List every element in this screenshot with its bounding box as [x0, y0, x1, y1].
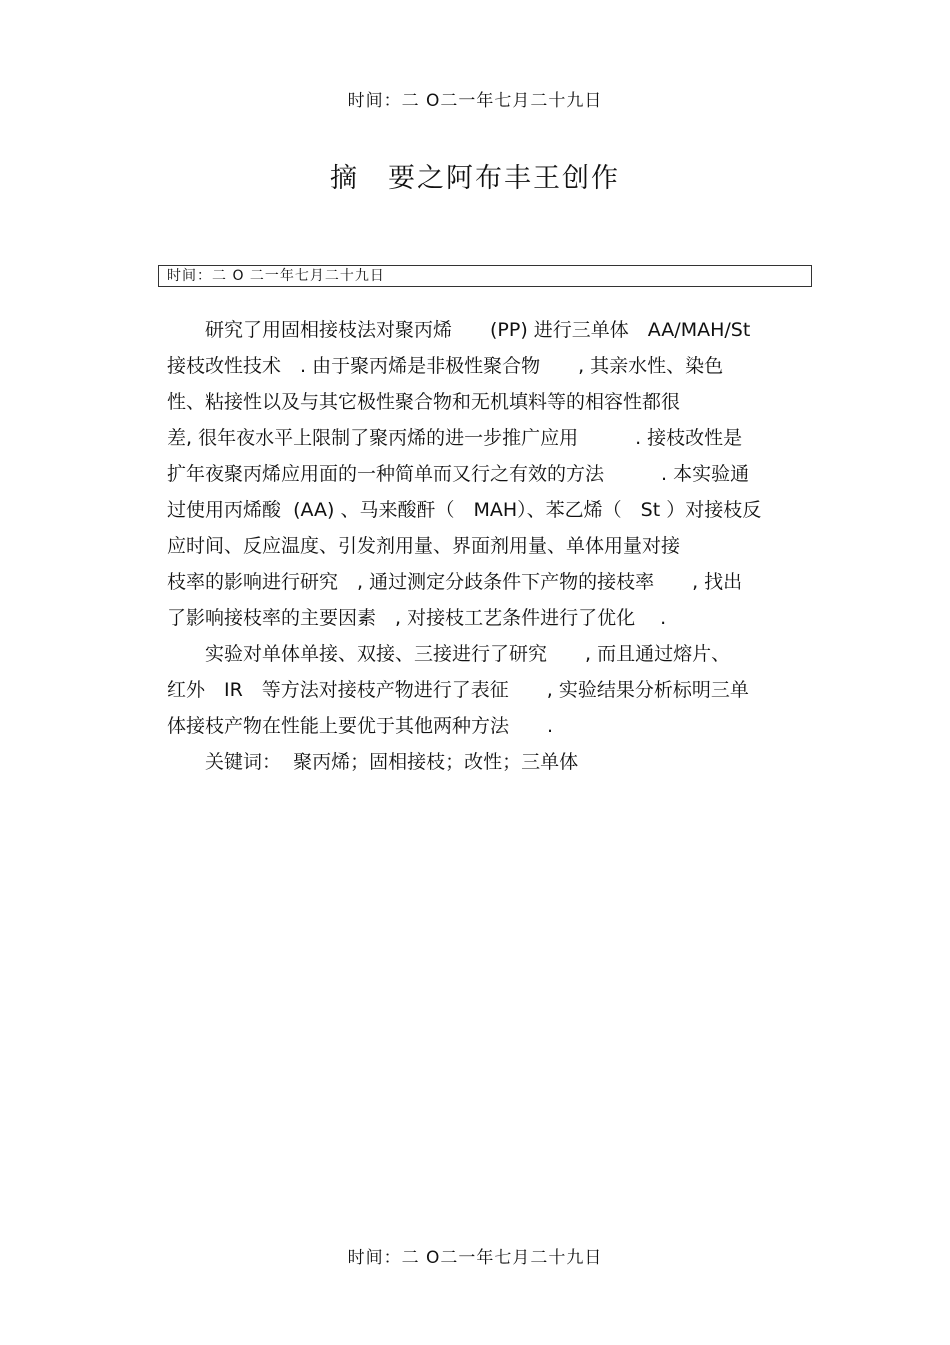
abstract-line: 扩年夜聚丙烯应用面的一种简单而又行之有效的方法 . 本实验通	[167, 463, 750, 485]
abstract-line: 性、粘接性以及与其它极性聚合物和无机填料等的相容性都很	[167, 391, 681, 413]
page-title: 摘 要之阿布丰王创作	[330, 163, 620, 194]
abstract-line: 了影响接枝率的主要因素 , 对接枝工艺条件进行了优化 .	[167, 607, 667, 629]
abstract-line: 差, 很年夜水平上限制了聚丙烯的进一步推广应用 . 接枝改性是	[167, 427, 743, 449]
abstract-line: 体接枝产物在性能上要优于其他两种方法 .	[167, 715, 554, 737]
abstract-line: 应时间、反应温度、引发剂用量、界面剂用量、单体用量对接	[167, 535, 681, 557]
abstract-line: 实验对单体单接、双接、三接进行了研究 , 而且通过熔片、	[167, 643, 731, 665]
abstract-line: 枝率的影响进行研究 , 通过测定分歧条件下产物的接枝率 , 找出	[167, 571, 743, 593]
abstract-line: 红外 IR 等方法对接枝产物进行了表征 , 实验结果分析标明三单	[167, 679, 749, 701]
header-date: 时间：二 O二一年七月二十九日	[347, 91, 603, 111]
abstract-line: 研究了用固相接枝法对聚丙烯 (PP) 进行三单体 AA/MAH/St	[167, 319, 751, 341]
keywords-line: 关键词： 聚丙烯；固相接枝；改性；三单体	[167, 751, 579, 773]
abstract-line: 接枝改性技术 . 由于聚丙烯是非极性聚合物 , 其亲水性、染色	[167, 355, 724, 377]
boxed-date: 时间：二 O 二一年七月二十九日	[158, 265, 812, 287]
footer-date: 时间：二 O二一年七月二十九日	[347, 1248, 603, 1268]
abstract-line: 过使用丙烯酸 (AA) 、马来酸酐（ MAH）、苯乙烯（ St ）对接枝反	[167, 499, 762, 521]
abstract-body	[167, 312, 812, 780]
